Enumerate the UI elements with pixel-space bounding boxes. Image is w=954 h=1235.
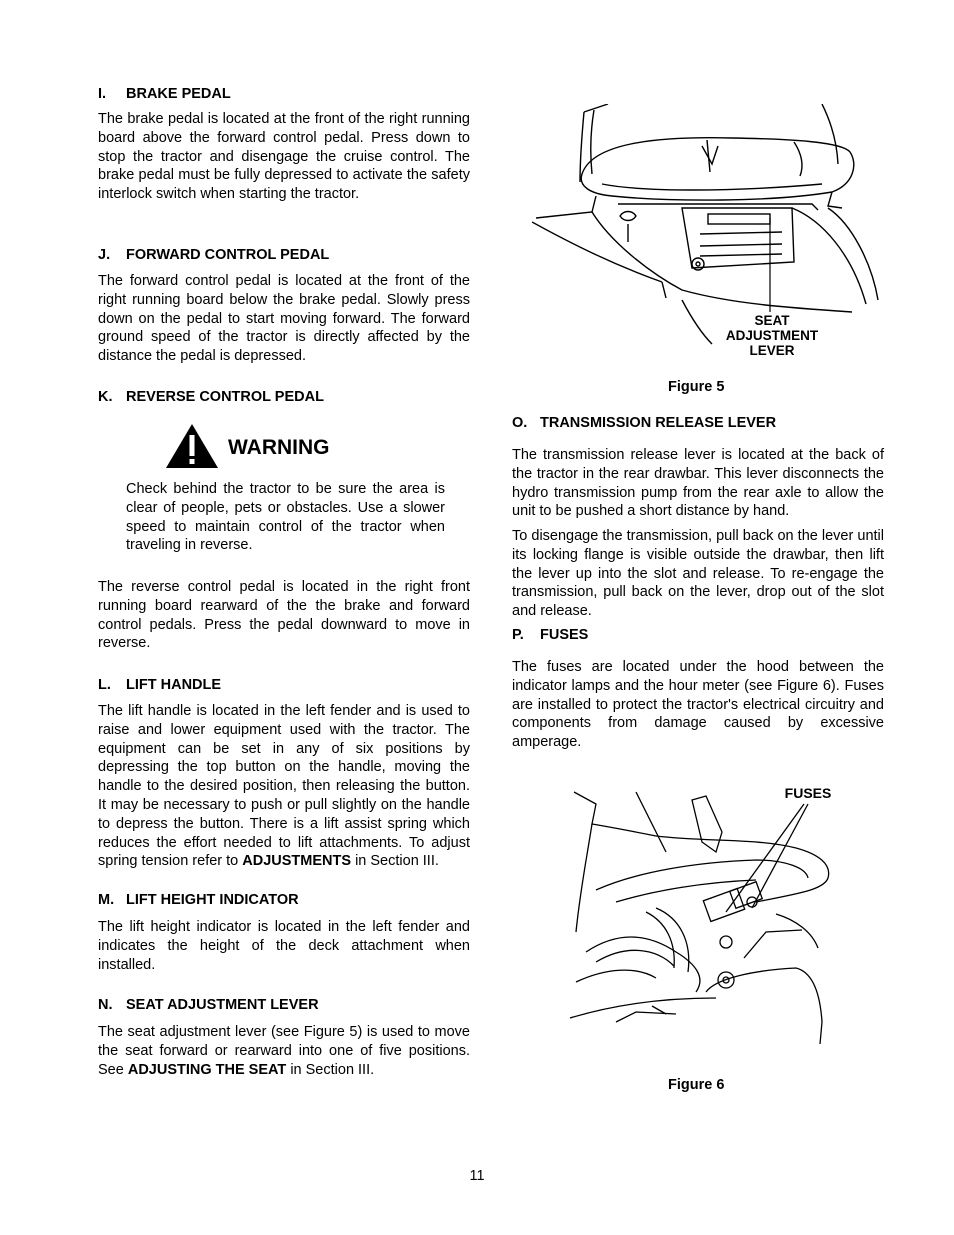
figure-5-caption: Figure 5 <box>668 379 725 395</box>
seat-label-line1: SEAT <box>754 313 790 328</box>
fuses-label: FUSES <box>784 785 832 801</box>
section-m-heading: M. LIFT HEIGHT INDICATOR <box>98 892 299 908</box>
section-p-heading: P. FUSES <box>512 627 589 643</box>
figure-6-caption: Figure 6 <box>668 1077 725 1093</box>
section-n-heading: N. SEAT ADJUSTMENT LEVER <box>98 997 319 1013</box>
section-i-body: The brake pedal is located at the front of the right running board above the forward control pedal. Press down to stop the tractor and disengage the cruise control. The brake pedal must be fully depressed to activate the safety interlock switch when starting the tractor. <box>98 111 470 203</box>
warning-body: Check behind the tractor to be sure the area is clear of people, pets or obstacles. Use a slower speed to maintain control of the tractor when traveling in reverse. <box>126 481 445 554</box>
section-i-heading: I. BRAKE PEDAL <box>98 86 231 102</box>
section-p-body: The fuses are located under the hood between the indicator lamps and the hour meter (see Figure 6). Fuses are installed to protect the tractor's electrical circuitry and components from damage caused by excessive amperage. <box>512 659 884 751</box>
section-m-body: The lift height indicator is located in the left fender and indicates the height of the deck attachment when installed. <box>98 919 470 973</box>
warning-triangle-icon <box>164 422 224 470</box>
section-k-body: The reverse control pedal is located in the right front running board rearward of the the brake and forward control pedals. Press the pedal downward to move in reverse. <box>98 579 470 652</box>
seat-label-line2: ADJUSTMENT <box>725 328 819 343</box>
section-l-body: The lift handle is located in the left fender and is used to raise and lower equipment used with the tractor. The equipment can be set in any of six positions by depressing the top button on the handle, moving the handle to the desired position, then releasing the button. It may be necessary to push or pull slightly on the handle to depress the button. There is a lift assist spring which reduces the effort needed to lift attachments. To adjust spring tension refer to ADJUSTMENTS in Section III. <box>98 703 470 870</box>
section-n-body: The seat adjustment lever (see Figure 5) is used to move the seat forward or rearward into one of five positions. See ADJUSTING THE SEAT in Section III. <box>98 1024 470 1078</box>
seat-label-line3: LEVER <box>749 343 795 358</box>
section-l-heading: L. LIFT HANDLE <box>98 677 222 693</box>
section-o-body-2: To disengage the transmission, pull back on the lever until its locking flange is visible outside the drawbar, then lift the lever up into the slot and release. To re-engage the transmission, pull back on the lever, drop out of the slot and release. <box>512 528 884 620</box>
section-j-heading: J. FORWARD CONTROL PEDAL <box>98 247 330 263</box>
section-j-body: The forward control pedal is located at the front of the right running board below the brake pedal. Slowly press down on the pedal to start moving forward. The forward ground speed of the tractor is directly affected by the distance the pedal is depressed. <box>98 273 470 365</box>
warning-title: WARNING <box>228 436 330 459</box>
page-number: 11 <box>469 1168 485 1184</box>
section-o-body-1: The transmission release lever is located at the back of the tractor in the rear drawbar. This lever disconnects the hydro transmission pump from the rear axle to allow the unit to be pushed a short distance by hand. <box>512 447 884 520</box>
figure-6-fuses-illustration <box>556 782 856 1048</box>
figure-5-seat-illustration <box>532 104 882 362</box>
section-o-heading: O. TRANSMISSION RELEASE LEVER <box>512 415 777 431</box>
section-k-heading: K. REVERSE CONTROL PEDAL <box>98 389 324 405</box>
